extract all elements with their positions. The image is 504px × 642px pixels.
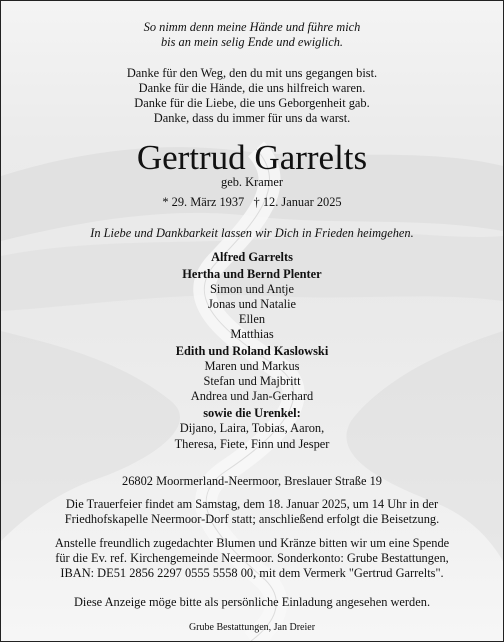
mourner-member: Matthias: [230, 327, 274, 341]
great-grandchildren-heading: sowie die Urenkel:: [203, 406, 301, 420]
invitation-note: Diese Anzeige möge bitte als persönliche Einladung angesehen werden.: [73, 595, 431, 609]
great-grandchildren-names: Dijano, Laira, Tobias, Aaron,: [179, 421, 325, 435]
life-dates: * 29. März 1937 † 12. Januar 2025: [162, 195, 342, 209]
mourner-member: Ellen: [238, 312, 266, 326]
maiden-name: geb. Kramer: [221, 175, 283, 189]
great-grandchildren-names: Theresa, Fiete, Finn und Jesper: [174, 437, 330, 451]
thanks-line: Danke für die Liebe, die uns Geborgenheit gab.: [134, 96, 370, 110]
donation-line: Anstelle freundlich zugedachter Blumen und Kränze bitten wir um eine Spende: [54, 536, 450, 550]
mourner-family-heads: Hertha und Bernd Plenter: [182, 267, 322, 281]
donation-line: IBAN: DE51 2856 2297 0555 5558 00, mit dem Vermerk "Gertrud Garrelts".: [60, 566, 444, 580]
mourner-member: Andrea und Jan-Gerhard: [190, 389, 314, 403]
mourner-member: Stefan und Majbritt: [203, 374, 301, 388]
mourner-family-heads: Edith und Roland Kaslowski: [175, 344, 329, 358]
mourner-spouse: Alfred Garrelts: [211, 250, 293, 264]
mourner-member: Jonas und Natalie: [207, 297, 297, 311]
mourner-member: Maren und Markus: [204, 359, 300, 373]
deceased-name: Gertrud Garrelts: [136, 138, 368, 177]
address: 26802 Moormerland-Neermoor, Breslauer Straße 19: [122, 474, 382, 488]
funeral-info-line: Friedhofskapelle Neermoor-Dorf statt; anschließend erfolgt die Beisetzung.: [64, 512, 440, 526]
thanks-line: Danke, dass du immer für uns da warst.: [153, 111, 351, 125]
funeral-info-line: Die Trauerfeier findet am Samstag, dem 18. Januar 2025, um 14 Uhr in der: [65, 497, 439, 511]
donation-line: für die Ev. ref. Kirchengemeinde Neermoor. Sonderkonto: Grube Bestattungen,: [55, 551, 449, 565]
farewell-text: In Liebe und Dankbarkeit lassen wir Dich in Frieden heimgehen.: [90, 226, 414, 240]
mourner-member: Simon und Antje: [210, 282, 294, 296]
undertaker-credit: Grube Bestattungen, Jan Dreier: [188, 622, 316, 633]
thanks-line: Danke für die Hände, die uns hilfreich waren.: [138, 81, 366, 95]
thanks-line: Danke für den Weg, den du mit uns gegangen bist.: [126, 66, 378, 80]
verse-line: bis an mein selig Ende und ewiglich.: [160, 35, 344, 49]
verse-line: So nimm denn meine Hände und führe mich: [143, 20, 361, 34]
